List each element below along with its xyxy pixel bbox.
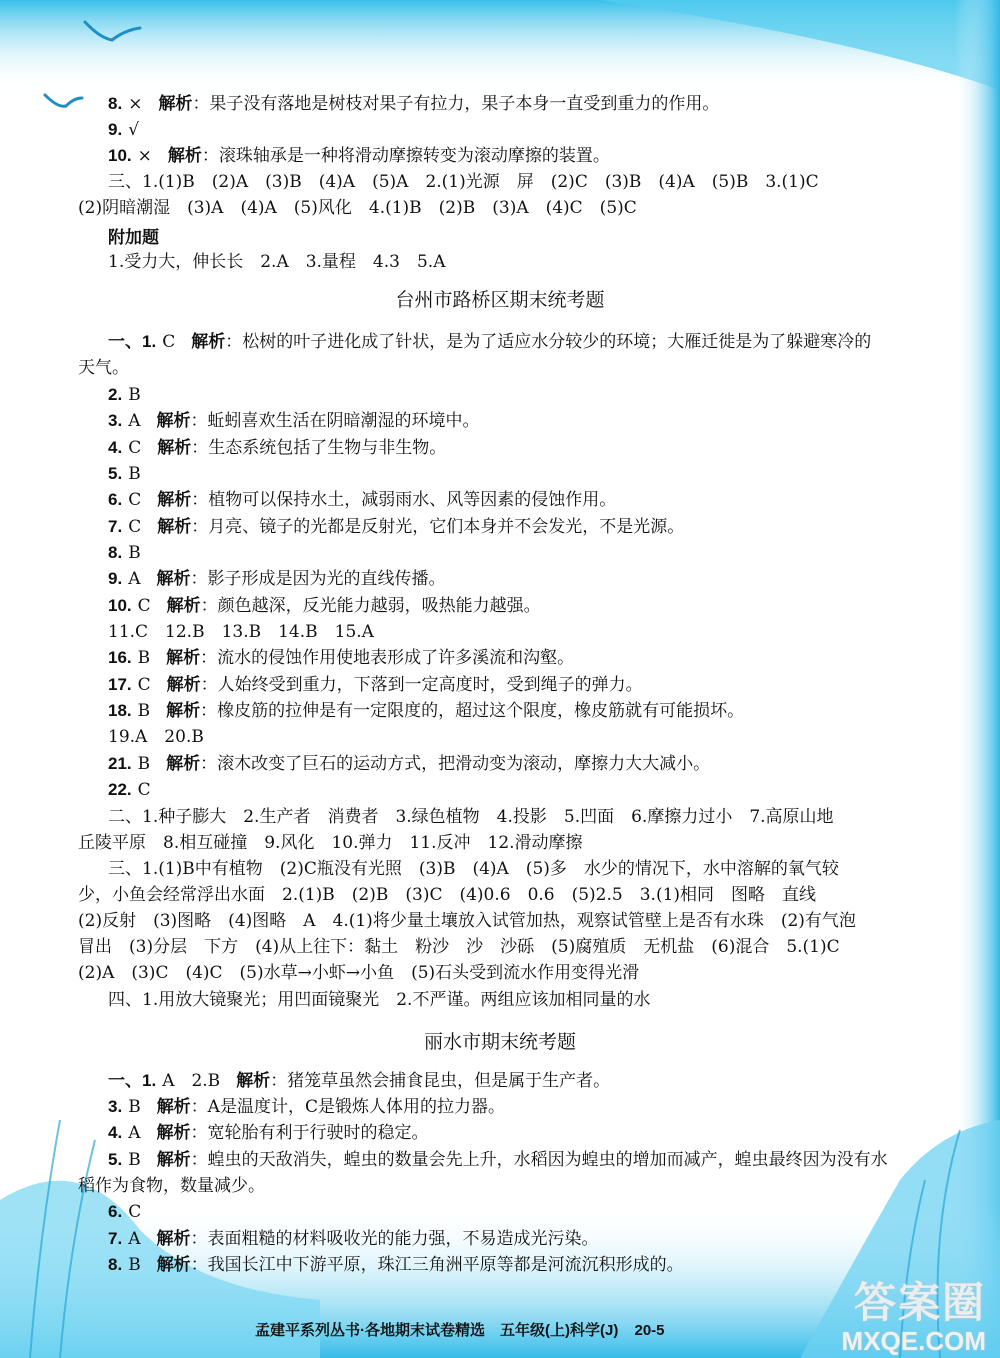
answer-line xyxy=(108,1095,505,1119)
answer-text: C xyxy=(128,517,142,537)
answer-line xyxy=(78,831,583,855)
answer-text: 三、1.(1)B (2)A (3)B (4)A (5)A 2.(1)光源 屏 (2)C (3)B (4)A (5)B 3.(1)C xyxy=(108,172,819,192)
answer-text: A xyxy=(128,569,141,589)
answer-line xyxy=(108,436,446,460)
explanation-text: ：松树的叶子进化成了针状，是为了适应水分较少的环境；大雁迁徙是为了躲避寒冷的 xyxy=(225,332,872,352)
answer-line xyxy=(108,118,139,142)
answer-line xyxy=(108,144,610,168)
section-title: 台州市路桥区期末统考题 xyxy=(395,289,605,311)
answer-line xyxy=(108,170,819,194)
explanation-text: ：影子形成是因为光的直线传播。 xyxy=(190,569,446,589)
answer-text: B xyxy=(137,754,151,774)
answer-text: 19.A 20.B xyxy=(108,727,204,747)
answer-line xyxy=(78,356,129,380)
answer-line xyxy=(108,1069,610,1093)
item-number: 6. xyxy=(108,1202,123,1221)
explanation-text: ：人始终受到重力，下落到一定高度时，受到绳子的弹力。 xyxy=(200,675,643,695)
explanation-label: 解析 xyxy=(156,1255,191,1275)
watermark-title: 答案圈 xyxy=(853,1278,986,1327)
item-number: 4. xyxy=(108,438,123,457)
answer-text: A xyxy=(128,1229,141,1249)
item-number: 9. xyxy=(108,569,123,588)
section-title: 丽水市期末统考题 xyxy=(423,1031,576,1053)
item-number: 10. xyxy=(108,596,132,615)
answer-text: B xyxy=(128,1150,141,1170)
item-number: 5. xyxy=(108,464,123,483)
answer-text: C xyxy=(162,332,176,352)
answer-text: C xyxy=(137,675,151,695)
answer-text: (2)反射 (3)图略 (4)图略 A 4.(1)将少量土壤放入试管加热，观察试管壁上是否有水珠 (2)有气泡 xyxy=(78,911,856,931)
item-number: 7. xyxy=(108,1229,123,1248)
explanation-label: 解析 xyxy=(157,517,192,537)
watermark xyxy=(842,1280,986,1356)
answer-text: B xyxy=(128,543,141,563)
answer-text: 丘陵平原 8.相互碰撞 9.风化 10.弹力 11.反冲 12.滑动摩擦 xyxy=(78,833,583,853)
answer-line xyxy=(108,409,479,433)
item-number: 18. xyxy=(108,701,132,720)
answer-line xyxy=(108,226,159,250)
item-number: 一、1. xyxy=(108,1071,157,1090)
answer-text: C xyxy=(128,1202,142,1222)
answer-line xyxy=(108,92,719,116)
explanation-label: 解析 xyxy=(166,675,201,695)
answer-text: 附加题 xyxy=(108,228,159,248)
answer-text: C xyxy=(128,490,142,510)
answer-line xyxy=(108,1121,428,1145)
item-number: 8. xyxy=(108,1255,123,1274)
answer-line xyxy=(78,909,856,933)
explanation-label: 解析 xyxy=(158,94,193,114)
page-number: 20-5 xyxy=(634,1322,665,1339)
item-number: 16. xyxy=(108,648,132,667)
explanation-label: 解析 xyxy=(156,1229,191,1249)
answer-line xyxy=(108,383,141,407)
explanation-text: ：我国长江中下游平原，珠江三角洲平原等都是河流沉积形成的。 xyxy=(190,1255,684,1275)
item-number: 5. xyxy=(108,1150,123,1169)
watermark-url: MXQE.COM xyxy=(841,1326,986,1356)
answer-line xyxy=(108,515,684,539)
answer-text: A xyxy=(128,411,141,431)
explanation-text: ：流水的侵蚀作用使地表形成了许多溪流和沟壑。 xyxy=(200,648,575,668)
explanation-text: ：宽轮胎有利于行驶时的稳定。 xyxy=(190,1123,429,1143)
answer-text: 11.C 12.B 13.B 14.B 15.A xyxy=(108,622,374,642)
answer-text: A xyxy=(128,1123,141,1143)
answer-text: B xyxy=(128,464,141,484)
explanation-label: 解析 xyxy=(157,490,192,510)
explanation-text: ：滚木改变了巨石的运动方式，把滑动变为滚动，摩擦力大大减小。 xyxy=(200,754,711,774)
answer-text: 三、1.(1)B中有植物 (2)C瓶没有光照 (3)B (4)A (5)多 水少的情况下，水中溶解的氧气较 xyxy=(108,859,839,879)
explanation-text: ：蚯蚓喜欢生活在阴暗潮湿的环境中。 xyxy=(190,411,480,431)
explanation-label: 解析 xyxy=(167,146,202,166)
answer-line xyxy=(108,988,650,1012)
explanation-text: ：蝗虫的天敌消失，蝗虫的数量会先上升，水稻因为蝗虫的增加而减产，蝗虫最终因为没有水 xyxy=(190,1150,888,1170)
answer-text: 稻作为食物，数量减少。 xyxy=(78,1176,265,1196)
footer-series: 孟建平系列丛书·各地期末试卷精选 五年级(上)科学(J) xyxy=(255,1322,619,1339)
explanation-text: ：橡皮筋的拉伸是有一定限度的，超过这个限度，橡皮筋就有可能损坏。 xyxy=(200,701,745,721)
answer-text: C xyxy=(137,780,151,800)
item-number: 2. xyxy=(108,385,123,404)
answer-line xyxy=(108,699,744,723)
answer-line xyxy=(108,594,541,618)
answer-text: × xyxy=(128,94,143,114)
answer-line xyxy=(108,567,445,591)
answer-line xyxy=(108,1227,598,1251)
explanation-text: ：滚珠轴承是一种将滑动摩擦转变为滚动摩擦的装置。 xyxy=(201,146,610,166)
answer-line xyxy=(108,488,616,512)
answer-line xyxy=(108,805,834,829)
answer-line xyxy=(108,778,151,802)
answer-text: C xyxy=(128,438,142,458)
answer-line xyxy=(108,857,839,881)
explanation-text: ：果子没有落地是树枝对果子有拉力，果子本身一直受到重力的作用。 xyxy=(192,94,720,114)
answer-text: (2)阴暗潮湿 (3)A (4)A (5)风化 4.(1)B (2)B (3)A (4)C (5)C xyxy=(78,198,637,218)
answer-line xyxy=(108,330,871,354)
answer-line xyxy=(108,1148,888,1172)
answer-line xyxy=(78,883,816,907)
page-footer xyxy=(255,1320,665,1342)
answer-line xyxy=(108,462,141,486)
answer-text: 1.受力大，伸长长 2.A 3.量程 4.3 5.A xyxy=(108,252,446,272)
item-number: 7. xyxy=(108,517,123,536)
answer-line xyxy=(108,752,710,776)
answer-text: 二、1.种子膨大 2.生产者 消费者 3.绿色植物 4.投影 5.凹面 6.摩擦力过小 7.高原山地 xyxy=(108,807,834,827)
item-number: 21. xyxy=(108,754,132,773)
answer-text: B xyxy=(128,1255,141,1275)
answer-text: (2)A (3)C (4)C (5)水草→小虾→小鱼 (5)石头受到流水作用变得光滑 xyxy=(78,963,640,983)
explanation-label: 解析 xyxy=(166,648,201,668)
answer-line xyxy=(108,541,141,565)
answer-line xyxy=(78,961,639,985)
explanation-label: 解析 xyxy=(166,701,201,721)
answer-line xyxy=(78,935,840,959)
explanation-label: 解析 xyxy=(191,332,226,352)
answer-line xyxy=(108,620,374,644)
answer-line xyxy=(78,1174,265,1198)
answer-text: B xyxy=(128,1097,141,1117)
answer-line xyxy=(108,1200,141,1224)
explanation-label: 解析 xyxy=(166,754,201,774)
answer-text: B xyxy=(137,701,151,721)
explanation-label: 解析 xyxy=(156,1150,191,1170)
answer-text: B xyxy=(128,385,141,405)
explanation-label: 解析 xyxy=(156,569,191,589)
answer-text: × xyxy=(137,146,152,166)
answer-text: √ xyxy=(128,120,140,140)
item-number: 9. xyxy=(108,120,123,139)
answer-line xyxy=(108,646,574,670)
explanation-label: 解析 xyxy=(157,438,192,458)
explanation-label: 解析 xyxy=(156,411,191,431)
explanation-text: ：A是温度计，C是锻炼人体用的拉力器。 xyxy=(190,1097,505,1117)
item-number: 17. xyxy=(108,675,132,694)
item-number: 8. xyxy=(108,543,123,562)
explanation-label: 解析 xyxy=(166,596,201,616)
item-number: 3. xyxy=(108,1097,123,1116)
answer-text: C xyxy=(137,596,151,616)
answer-line xyxy=(108,250,445,274)
explanation-label: 解析 xyxy=(156,1123,191,1143)
answer-line xyxy=(108,673,643,697)
explanation-text: ：月亮、镜子的光都是反射光，它们本身并不会发光，不是光源。 xyxy=(191,517,685,537)
explanation-text: ：猪笼草虽然会捕食昆虫，但是属于生产者。 xyxy=(270,1071,611,1091)
explanation-text: ：植物可以保持水土，减弱雨水、风等因素的侵蚀作用。 xyxy=(191,490,617,510)
item-number: 4. xyxy=(108,1123,123,1142)
answer-text: B xyxy=(137,648,151,668)
answer-text: 冒出 (3)分层 下方 (4)从上往下：黏土 粉沙 沙 沙砾 (5)腐殖质 无机盐 (6)混合 5.(1)C xyxy=(78,937,840,957)
answer-line xyxy=(108,1253,684,1277)
answer-text: 少，小鱼会经常浮出水面 2.(1)B (2)B (3)C (4)0.6 0.6 (5)2.5 3.(1)相同 图略 直线 xyxy=(78,885,817,905)
explanation-label: 解析 xyxy=(156,1097,191,1117)
answer-text: 天气。 xyxy=(78,358,129,378)
item-number: 6. xyxy=(108,490,123,509)
answer-line xyxy=(78,196,637,220)
explanation-text: ：颜色越深，反光能力越弱，吸热能力越强。 xyxy=(200,596,541,616)
item-number: 8. xyxy=(108,94,123,113)
item-number: 3. xyxy=(108,411,123,430)
explanation-text: ：生态系统包括了生物与非生物。 xyxy=(191,438,447,458)
answer-text: A 2.B xyxy=(162,1071,221,1091)
item-number: 10. xyxy=(108,146,132,165)
explanation-label: 解析 xyxy=(236,1071,271,1091)
item-number: 一、1. xyxy=(108,332,157,351)
explanation-text: ：表面粗糙的材料吸收光的能力强，不易造成光污染。 xyxy=(190,1229,599,1249)
answer-line xyxy=(108,725,204,749)
item-number: 22. xyxy=(108,780,132,799)
answer-text: 四、1.用放大镜聚光；用凹面镜聚光 2.不严谨。两组应该加相同量的水 xyxy=(108,990,651,1010)
